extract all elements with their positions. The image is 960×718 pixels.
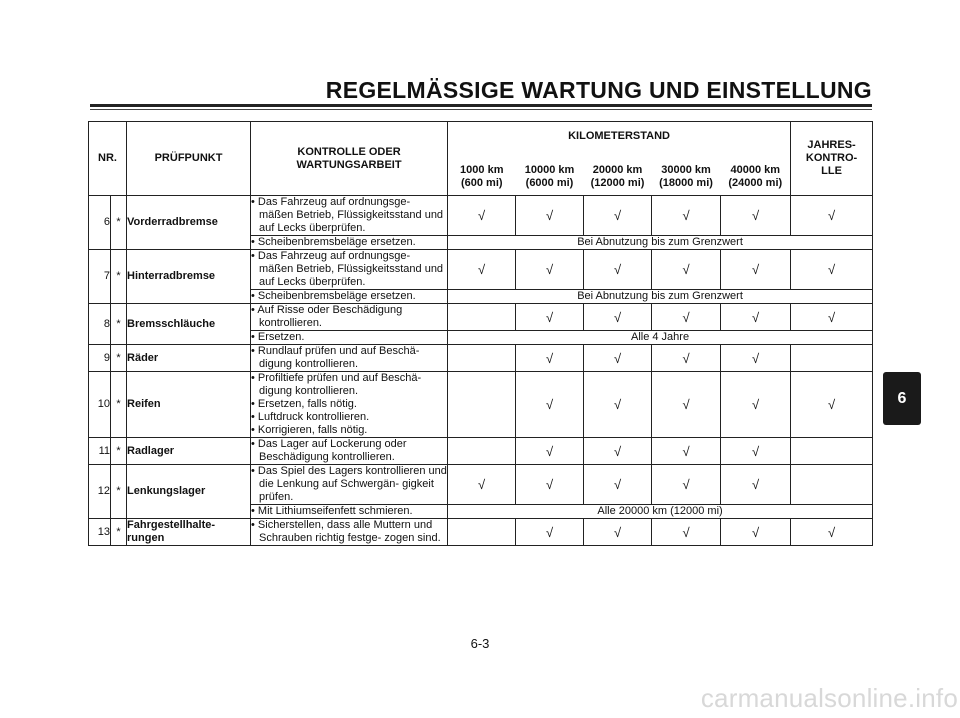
- check-mark-icon: √: [751, 262, 760, 277]
- task-bullet: • Mit Lithiumseifenfett schmieren.: [251, 505, 413, 517]
- row-task: [251, 236, 448, 250]
- check-cell: [721, 465, 791, 505]
- check-mark-icon: √: [682, 477, 690, 492]
- row-asterisk: *: [111, 519, 127, 546]
- page-title: REGELMÄSSIGE WARTUNG UND EINSTELLUNG: [325, 77, 872, 103]
- header-row: [89, 122, 873, 159]
- check-cell: [584, 465, 652, 505]
- table-row: [89, 196, 873, 236]
- row-item: Räder: [127, 345, 251, 372]
- check-cell: [721, 438, 791, 465]
- check-cell: [516, 519, 584, 546]
- check-mark-icon: √: [827, 262, 836, 277]
- check-cell: [791, 196, 873, 236]
- check-cell: [584, 372, 652, 438]
- row-task: [251, 519, 448, 546]
- header-mi-value: (24000 mi): [728, 176, 783, 189]
- check-cell: [652, 304, 721, 331]
- task-bullet: • Profiltiefe prüfen und auf Beschä- digung kontrollieren.: [251, 372, 422, 397]
- check-mark-icon: √: [545, 262, 554, 277]
- row-task: [251, 250, 448, 290]
- header-mi-value: (6000 mi): [525, 176, 574, 189]
- check-mark-icon: √: [751, 443, 760, 459]
- check-cell: [516, 250, 584, 290]
- check-cell: [516, 304, 584, 331]
- header-km-1: [516, 159, 584, 196]
- row-number: 11: [89, 438, 111, 465]
- check-cell: [652, 345, 721, 372]
- row-number: 13: [89, 519, 111, 546]
- check-mark-icon: √: [827, 208, 836, 223]
- header-task: KONTROLLE ODER WARTUNGSARBEIT: [251, 122, 448, 196]
- check-mark-icon: √: [682, 262, 690, 277]
- check-mark-icon: √: [751, 309, 760, 325]
- row-task: [251, 465, 448, 505]
- check-mark-icon: √: [682, 309, 690, 325]
- interval-text: Bei Abnutzung bis zum Grenzwert: [448, 236, 873, 250]
- row-item: Bremsschläuche: [127, 304, 251, 345]
- row-asterisk: *: [111, 250, 127, 304]
- header-km-value: 40000 km: [730, 163, 781, 176]
- check-cell: [584, 519, 652, 546]
- row-number: 6: [89, 196, 111, 250]
- task-bullet: • Rundlauf prüfen und auf Beschä- digung kontrollieren.: [251, 345, 420, 370]
- header-km-group: KILOMETERSTAND: [448, 122, 791, 159]
- check-mark-icon: √: [545, 443, 554, 459]
- check-cell: [721, 196, 791, 236]
- check-mark-icon: √: [613, 477, 622, 492]
- row-asterisk: *: [111, 304, 127, 345]
- check-cell: [652, 196, 721, 236]
- page-number: 6-3: [470, 636, 490, 651]
- task-bullet: • Scheibenbremsbeläge ersetzen.: [251, 236, 416, 248]
- table-row: [89, 304, 873, 331]
- check-mark-icon: √: [545, 397, 554, 412]
- check-mark-icon: √: [751, 397, 760, 412]
- task-bullet: • Das Spiel des Lagers kontrollieren und die Lenkung auf Schwergän- gigkeit prüfen.: [251, 465, 447, 503]
- check-mark-icon: √: [751, 208, 760, 223]
- check-mark-icon: √: [827, 397, 836, 412]
- check-cell: [652, 465, 721, 505]
- watermark: carmanualsonline.info: [700, 683, 958, 713]
- check-mark-icon: √: [827, 309, 836, 325]
- row-number: 10: [89, 372, 111, 438]
- check-mark-icon: √: [751, 524, 760, 540]
- header-km-value: 30000 km: [661, 163, 711, 176]
- header-mi-value: (12000 mi): [590, 176, 645, 189]
- row-task: [251, 331, 448, 345]
- check-cell: [652, 372, 721, 438]
- task-bullet: • Scheibenbremsbeläge ersetzen.: [251, 290, 416, 302]
- check-cell: [584, 304, 652, 331]
- check-mark-icon: √: [545, 309, 554, 325]
- task-bullet: • Korrigieren, falls nötig.: [251, 424, 368, 436]
- check-cell: [721, 250, 791, 290]
- check-cell: [584, 438, 652, 465]
- header-km-value: 1000 km: [460, 163, 504, 176]
- task-bullet: • Das Fahrzeug auf ordnungsge- mäßen Betrieb, Flüssigkeitsstand und auf Lecks überprüfen.: [251, 250, 444, 288]
- check-mark-icon: √: [545, 208, 554, 223]
- check-cell: [791, 519, 873, 546]
- check-cell: [516, 196, 584, 236]
- check-mark-icon: √: [682, 443, 690, 459]
- check-cell: [791, 250, 873, 290]
- check-cell: [791, 372, 873, 438]
- check-mark-icon: √: [613, 208, 622, 223]
- check-mark-icon: √: [477, 208, 486, 223]
- task-bullet: • Auf Risse oder Beschädigung kontrollieren.: [251, 304, 403, 329]
- header-km-value: 20000 km: [592, 163, 643, 176]
- header-mi-value: (600 mi): [460, 176, 503, 189]
- check-cell: [448, 304, 516, 331]
- row-item: Lenkungslager: [127, 465, 251, 519]
- task-bullet: • Sicherstellen, dass alle Muttern und Schrauben richtig festge- zogen sind.: [251, 519, 441, 544]
- check-cell: [791, 465, 873, 505]
- row-task: [251, 290, 448, 304]
- check-mark-icon: √: [545, 524, 554, 540]
- check-mark-icon: √: [477, 477, 486, 492]
- row-item: Reifen: [127, 372, 251, 438]
- check-mark-icon: √: [682, 350, 690, 366]
- check-cell: [791, 304, 873, 331]
- table-row: [89, 372, 873, 438]
- check-cell: [448, 196, 516, 236]
- check-mark-icon: √: [613, 262, 622, 277]
- check-cell: [721, 304, 791, 331]
- check-mark-icon: √: [477, 262, 486, 277]
- check-cell: [652, 438, 721, 465]
- check-cell: [516, 372, 584, 438]
- table-row: [89, 465, 873, 505]
- check-mark-icon: √: [613, 524, 622, 540]
- row-task: [251, 372, 448, 438]
- check-cell: [448, 372, 516, 438]
- title-rule-thin: [90, 109, 872, 110]
- title-rule-thick: [90, 104, 872, 107]
- check-cell: [516, 465, 584, 505]
- header-item: PRÜFPUNKT: [127, 122, 251, 196]
- table-row: [89, 519, 873, 546]
- table-row: [89, 345, 873, 372]
- check-mark-icon: √: [613, 309, 622, 325]
- row-number: 7: [89, 250, 111, 304]
- row-number: 12: [89, 465, 111, 519]
- task-bullet: • Das Fahrzeug auf ordnungsge- mäßen Betrieb, Flüssigkeitsstand und auf Lecks überprüfen.: [251, 196, 444, 234]
- check-mark-icon: √: [751, 477, 760, 492]
- check-mark-icon: √: [545, 477, 554, 492]
- interval-text: Alle 20000 km (12000 mi): [448, 505, 873, 519]
- check-cell: [516, 345, 584, 372]
- check-cell: [448, 345, 516, 372]
- header-km-4: [721, 159, 791, 196]
- row-item: Radlager: [127, 438, 251, 465]
- header-mi-value: (18000 mi): [659, 176, 713, 189]
- check-mark-icon: √: [545, 350, 554, 366]
- row-asterisk: *: [111, 438, 127, 465]
- check-cell: [448, 519, 516, 546]
- check-cell: [584, 196, 652, 236]
- check-mark-icon: √: [682, 524, 690, 540]
- header-km-value: 10000 km: [524, 163, 575, 176]
- check-mark-icon: √: [682, 208, 690, 223]
- chapter-tab: 6: [883, 372, 921, 425]
- check-mark-icon: √: [613, 350, 622, 366]
- header-annual: JAHRES- KONTRO- LLE: [791, 122, 873, 196]
- row-asterisk: *: [111, 196, 127, 250]
- maintenance-table: [88, 121, 873, 546]
- check-mark-icon: √: [682, 397, 690, 412]
- task-bullet: • Luftdruck kontrollieren.: [251, 411, 370, 423]
- check-mark-icon: √: [751, 350, 760, 366]
- row-task: [251, 196, 448, 236]
- check-cell: [448, 465, 516, 505]
- task-bullet: • Ersetzen, falls nötig.: [251, 398, 357, 410]
- header-km-3: [652, 159, 721, 196]
- header-km-2: [584, 159, 652, 196]
- check-cell: [448, 438, 516, 465]
- row-task: [251, 345, 448, 372]
- row-item: Fahrgestellhalte- rungen: [127, 519, 251, 546]
- check-cell: [721, 519, 791, 546]
- table-row: [89, 250, 873, 290]
- check-cell: [721, 345, 791, 372]
- row-task: [251, 438, 448, 465]
- interval-text: Bei Abnutzung bis zum Grenzwert: [448, 290, 873, 304]
- check-mark-icon: √: [827, 524, 836, 540]
- row-number: 8: [89, 304, 111, 345]
- check-cell: [584, 345, 652, 372]
- check-cell: [721, 372, 791, 438]
- header-nr: NR.: [89, 122, 127, 196]
- row-asterisk: *: [111, 345, 127, 372]
- task-bullet: • Das Lager auf Lockerung oder Beschädigung kontrollieren.: [251, 438, 407, 463]
- check-cell: [791, 345, 873, 372]
- row-asterisk: *: [111, 372, 127, 438]
- task-bullet: • Ersetzen.: [251, 331, 305, 343]
- row-number: 9: [89, 345, 111, 372]
- table-row: [89, 438, 873, 465]
- check-mark-icon: √: [613, 443, 622, 459]
- check-cell: [652, 519, 721, 546]
- row-task: [251, 505, 448, 519]
- header-km-0: [448, 159, 516, 196]
- row-item: Vorderradbremse: [127, 196, 251, 250]
- row-item: Hinterradbremse: [127, 250, 251, 304]
- check-cell: [791, 438, 873, 465]
- check-cell: [448, 250, 516, 290]
- row-asterisk: *: [111, 465, 127, 519]
- interval-text: Alle 4 Jahre: [448, 331, 873, 345]
- check-mark-icon: √: [613, 397, 622, 412]
- check-cell: [516, 438, 584, 465]
- row-task: [251, 304, 448, 331]
- check-cell: [652, 250, 721, 290]
- check-cell: [584, 250, 652, 290]
